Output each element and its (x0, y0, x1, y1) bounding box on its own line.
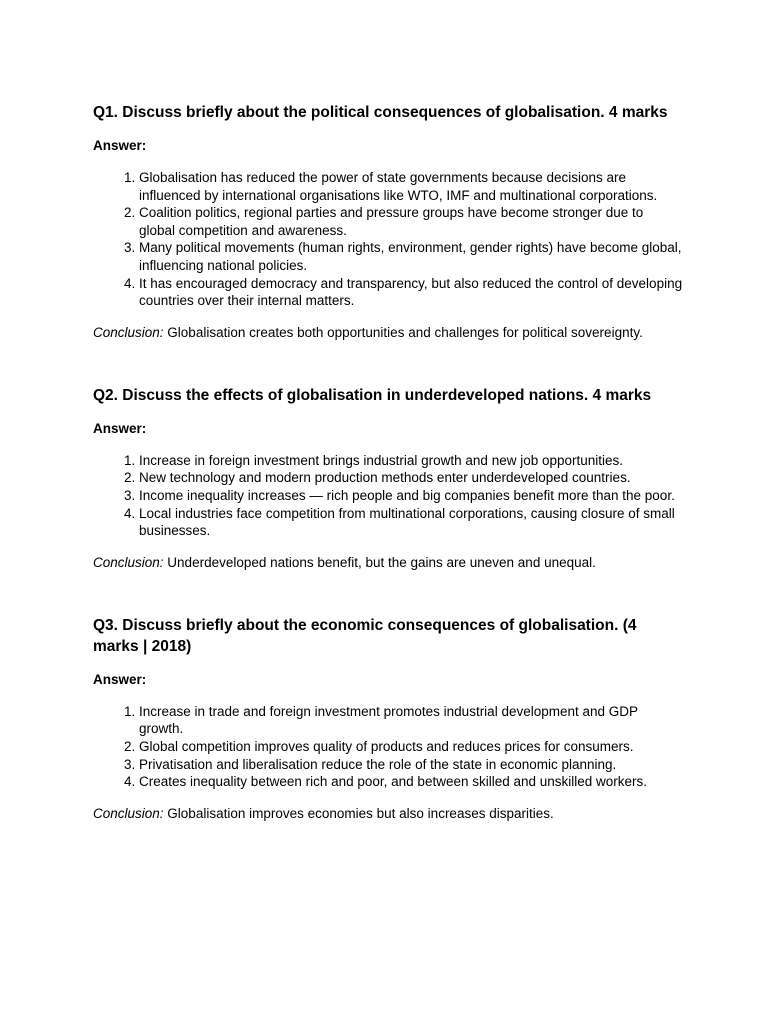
document-page (93, 102, 683, 823)
answer-label: Answer: (93, 671, 147, 687)
conclusion-text: Globalisation improves economies but also increases disparities. (163, 805, 554, 821)
question-block-3 (93, 615, 683, 823)
list-item: 1. Increase in trade and foreign investment promotes industrial development and GDP growth. (139, 703, 683, 738)
question-block-1 (93, 102, 683, 342)
conclusion (93, 554, 683, 572)
conclusion-label: Conclusion: (93, 805, 164, 821)
list-item: 2. New technology and modern production methods enter underdeveloped countries. (139, 469, 683, 487)
section-spacer (93, 342, 683, 385)
conclusion-text: Underdeveloped nations benefit, but the gains are uneven and unequal. (163, 554, 596, 570)
answer-list (93, 452, 683, 540)
list-item: 2. Global competition improves quality of products and reduces prices for consumers. (139, 738, 683, 756)
list-item: 2. Coalition politics, regional parties and pressure groups have become stronger due to global competition and awareness. (139, 204, 683, 239)
question-block-2 (93, 385, 683, 572)
list-item: 4. It has encouraged democracy and transparency, but also reduced the control of developing countries over their internal matters. (139, 275, 683, 310)
list-item: 4. Local industries face competition from multinational corporations, causing closure of small businesses. (139, 505, 683, 540)
answer-list (93, 703, 683, 791)
list-item: 1. Globalisation has reduced the power of state governments because decisions are influenced by international organisations like WTO, IMF and multinational corporations. (139, 169, 683, 204)
section-spacer (93, 572, 683, 615)
answer-label: Answer: (93, 420, 147, 436)
question-title: Q3. Discuss briefly about the economic consequences of globalisation. (4 marks | 2018) (93, 616, 637, 655)
list-item: 3. Privatisation and liberalisation reduce the role of the state in economic planning. (139, 756, 683, 774)
list-item: 3. Income inequality increases — rich people and big companies benefit more than the poor. (139, 487, 683, 505)
question-title: Q2. Discuss the effects of globalisation in underdeveloped nations. 4 marks (93, 386, 652, 404)
question-title: Q1. Discuss briefly about the political consequences of globalisation. 4 marks (93, 104, 668, 121)
conclusion-text: Globalisation creates both opportunities and challenges for political sovereignty. (163, 324, 643, 340)
list-item: 1. Increase in foreign investment brings industrial growth and new job opportunities. (139, 452, 683, 470)
conclusion (93, 805, 683, 823)
answer-label: Answer: (93, 138, 147, 153)
answer-list (93, 169, 683, 310)
list-item: 4. Creates inequality between rich and poor, and between skilled and unskilled workers. (139, 773, 683, 791)
conclusion-label: Conclusion: (93, 324, 164, 340)
conclusion (93, 324, 683, 342)
conclusion-label: Conclusion: (93, 554, 164, 570)
list-item: 3. Many political movements (human rights, environment, gender rights) have become global, influencing national policies. (139, 239, 683, 274)
